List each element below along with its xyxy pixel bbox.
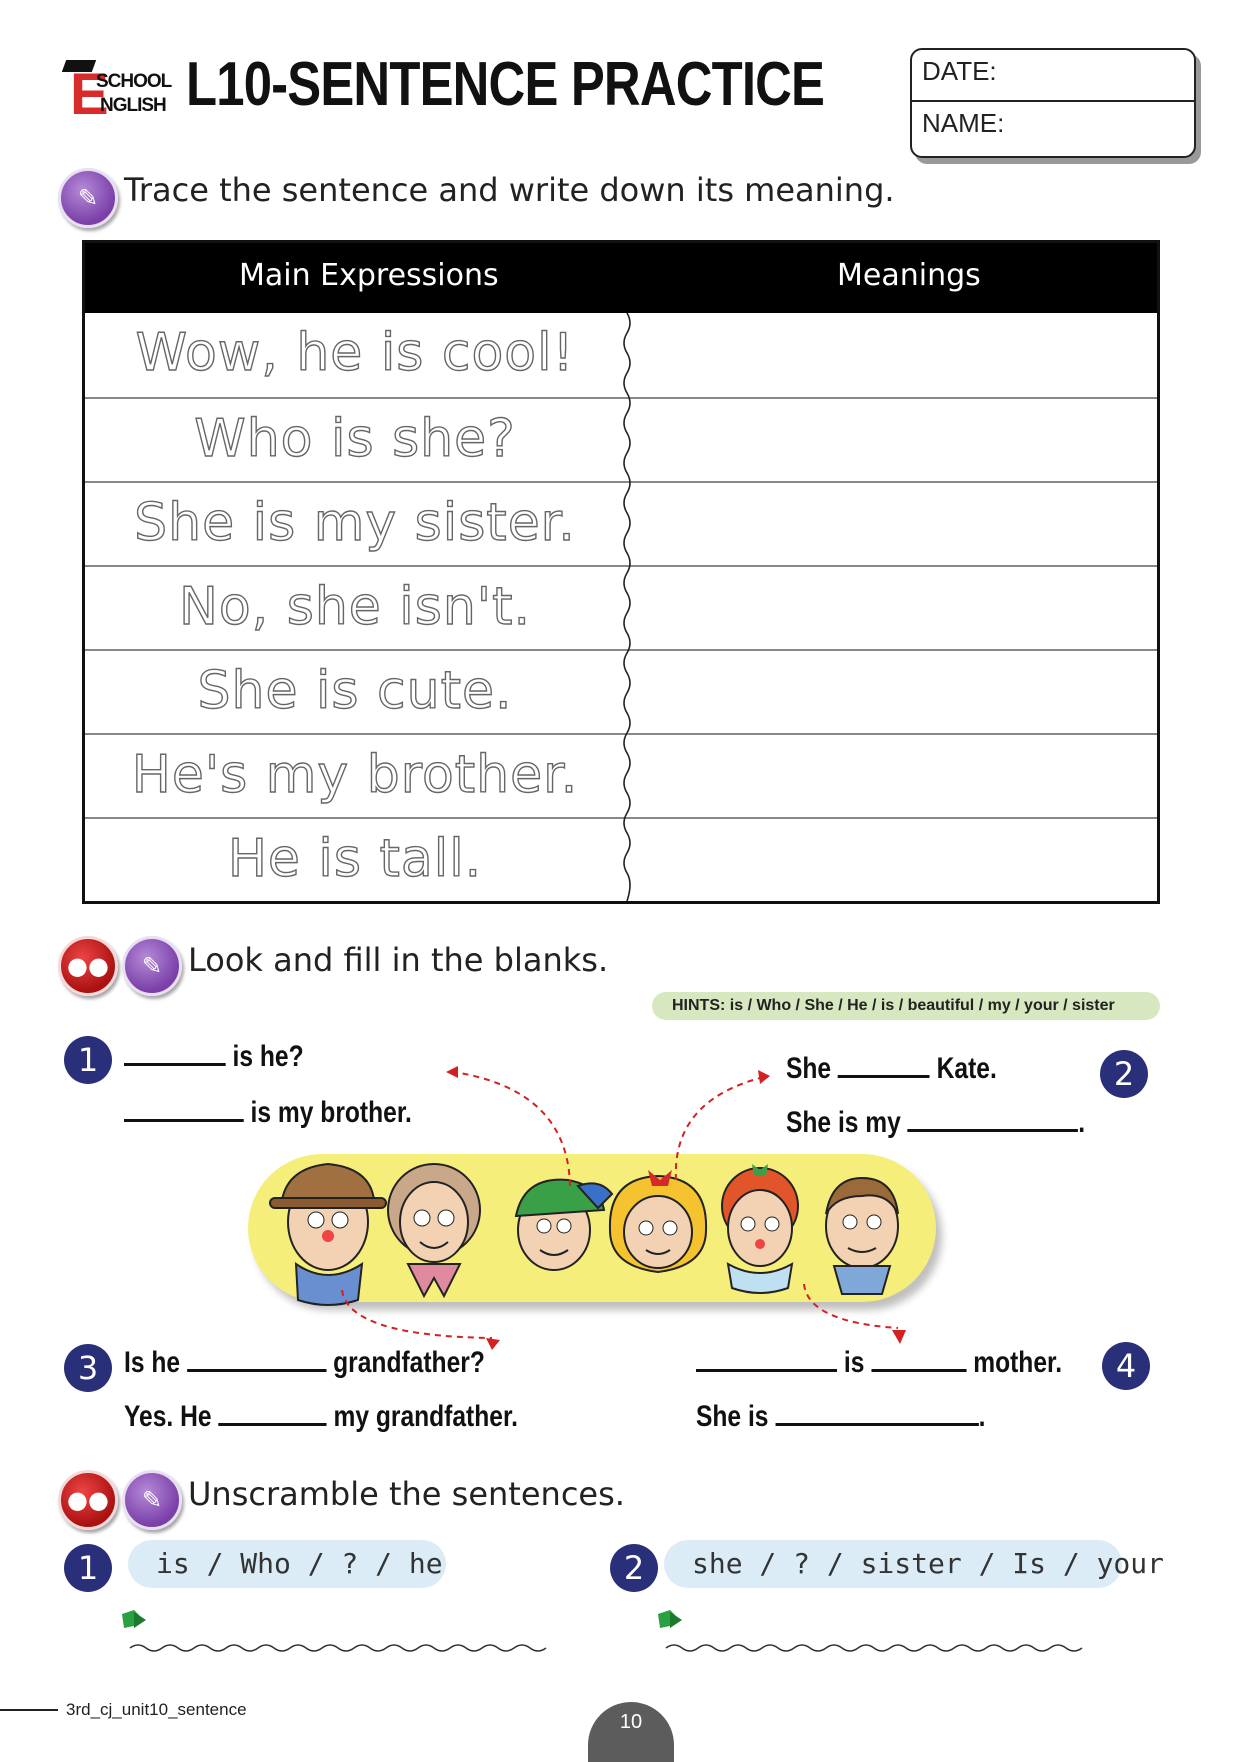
question-number-badge: 4 xyxy=(1102,1342,1150,1390)
answer-line-1[interactable] xyxy=(120,1608,580,1658)
answer-blank[interactable] xyxy=(124,1061,226,1066)
q4-line2 xyxy=(696,1402,986,1432)
answer-blank[interactable] xyxy=(124,1117,244,1122)
scramble-pill: she / ? / sister / Is / your xyxy=(664,1540,1122,1588)
grandmother-face-icon xyxy=(388,1164,480,1296)
trace-sentence: Wow, he is cool! xyxy=(135,323,575,383)
q1-line1-text: is he? xyxy=(232,1040,304,1073)
scramble-pill: is / Who / ? / he xyxy=(128,1540,446,1588)
q4-line1-mid: is xyxy=(843,1346,865,1379)
q1-line2-text: is my brother. xyxy=(250,1096,412,1129)
q3-line1-before: Is he xyxy=(124,1346,181,1379)
answer-blank[interactable] xyxy=(696,1367,837,1372)
eyes-icon: ●● xyxy=(58,1470,118,1530)
trace-sentence: Who is she? xyxy=(194,409,516,469)
school-english-logo xyxy=(60,58,178,127)
wavy-divider xyxy=(621,313,633,901)
boy-face-icon xyxy=(516,1180,612,1270)
pencil-icon: ✎ xyxy=(122,936,182,996)
footer-rule xyxy=(0,1709,58,1711)
q3-line1 xyxy=(124,1348,485,1378)
q2-line2-before: She is my xyxy=(786,1106,901,1139)
grandfather-face-icon xyxy=(270,1164,386,1305)
name-field[interactable] xyxy=(912,102,1194,154)
logo-line2: NGLISH xyxy=(100,95,166,116)
table-header xyxy=(85,243,1157,313)
logo-line1: SCHOOL xyxy=(96,71,172,92)
trace-sentence: No, she isn't. xyxy=(178,577,532,637)
date-name-box xyxy=(910,48,1196,158)
q4-line1-after: mother. xyxy=(973,1346,1063,1379)
page-title: L10-SENTENCE PRACTICE xyxy=(186,50,825,119)
mother-face-icon xyxy=(722,1164,798,1293)
pencil-icon: ✎ xyxy=(122,1470,182,1530)
q3-line2 xyxy=(124,1402,518,1432)
q4-line1 xyxy=(696,1348,1062,1378)
q3-line2-after: my grandfather. xyxy=(333,1400,519,1433)
answer-blank[interactable] xyxy=(218,1421,326,1426)
eyes-icon: ●● xyxy=(58,936,118,996)
answer-blank[interactable] xyxy=(775,1421,978,1426)
answer-blank[interactable] xyxy=(187,1367,326,1372)
q2-line1-after: Kate. xyxy=(936,1052,997,1085)
question-number-badge: 1 xyxy=(64,1544,112,1592)
trace-sentence: She is cute. xyxy=(197,661,513,721)
q3-line1-after: grandfather? xyxy=(333,1346,485,1379)
page-number: 10 xyxy=(588,1702,674,1762)
col-main-expressions: Main Expressions xyxy=(239,258,499,293)
q4-line2-before: She is xyxy=(696,1400,769,1433)
answer-blank[interactable] xyxy=(871,1367,966,1372)
trace-sentence: He is tall. xyxy=(227,829,483,889)
logo-letter: E xyxy=(70,62,109,127)
name-label: NAME: xyxy=(922,108,1005,138)
question-number-badge: 3 xyxy=(64,1344,112,1392)
section2-instruction: Look and fill in the blanks. xyxy=(188,941,609,979)
q2-line2-after: . xyxy=(1078,1106,1086,1139)
question-number-badge: 2 xyxy=(610,1544,658,1592)
father-face-icon xyxy=(826,1178,898,1294)
family-illustration xyxy=(248,1060,1008,1360)
question-number-badge: 1 xyxy=(64,1036,112,1084)
trace-sentence: She is my sister. xyxy=(134,493,576,553)
trace-sentence: He's my brother. xyxy=(131,745,579,805)
expressions-table xyxy=(82,240,1160,904)
hints-bar: HINTS: is / Who / She / He / is / beautiful / my / your / sister xyxy=(652,992,1160,1020)
date-field[interactable] xyxy=(912,50,1194,102)
q4-line2-after: . xyxy=(978,1400,986,1433)
footer-filename: 3rd_cj_unit10_sentence xyxy=(66,1700,247,1719)
section3-instruction: Unscramble the sentences. xyxy=(188,1475,625,1513)
q3-line2-before: Yes. He xyxy=(124,1400,212,1433)
section1-instruction: Trace the sentence and write down its meaning. xyxy=(124,171,895,209)
col-meanings: Meanings xyxy=(837,258,981,293)
answer-line-2[interactable] xyxy=(656,1608,1116,1658)
girl-face-icon xyxy=(610,1170,706,1272)
date-label: DATE: xyxy=(922,56,997,86)
q2-line1-before: She xyxy=(786,1052,832,1085)
pencil-icon: ✎ xyxy=(58,168,118,228)
question-number-badge: 2 xyxy=(1100,1050,1148,1098)
